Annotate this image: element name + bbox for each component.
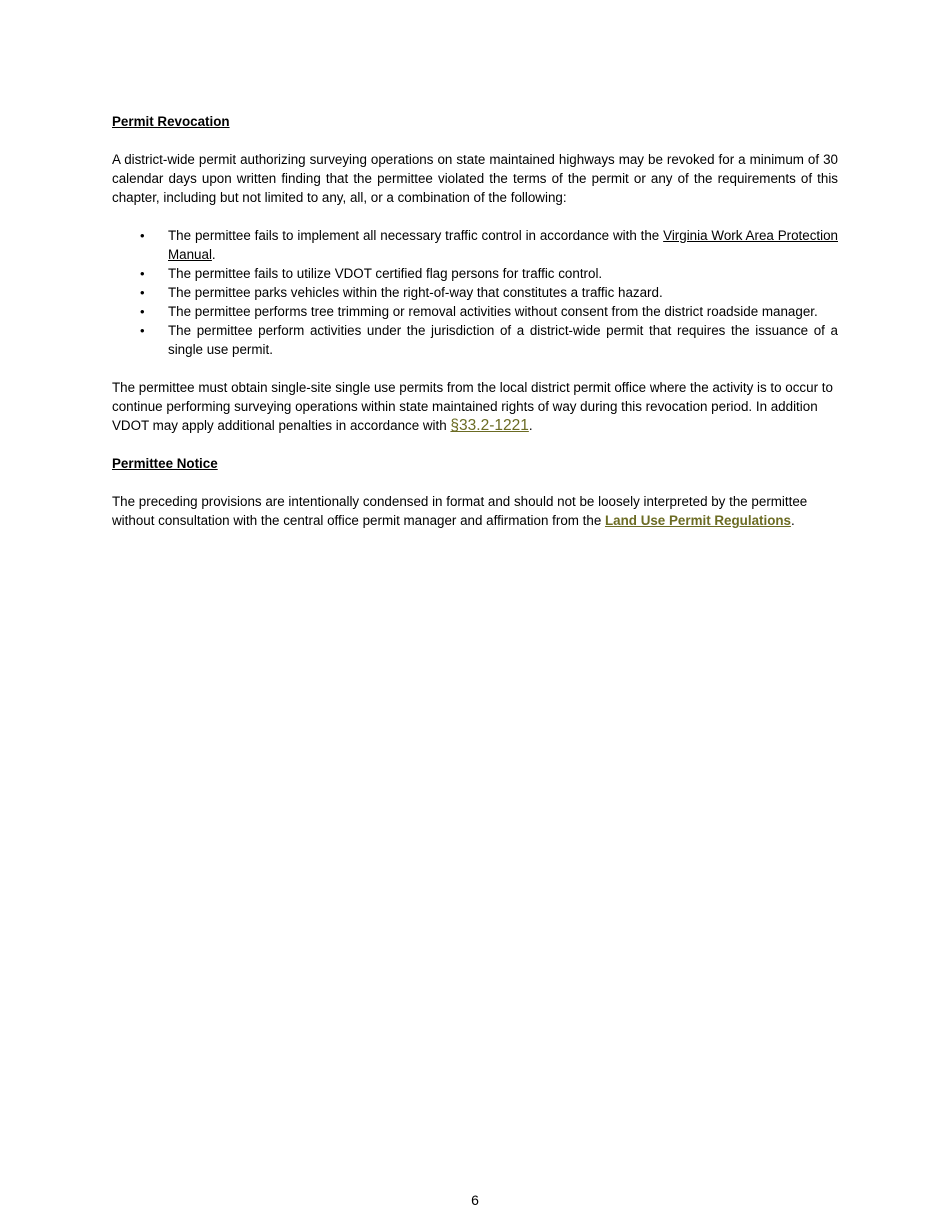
bullet-icon: • (140, 285, 145, 300)
bullet-icon: • (140, 228, 145, 243)
work-area-protection-manual-link[interactable]: Virginia Work Area Protection Manual (168, 228, 838, 262)
list-item (112, 321, 838, 359)
list-item-text: The permittee fails to utilize VDOT certified flag persons for traffic control. (168, 266, 603, 281)
list-item-end: . (211, 247, 216, 262)
page-content (112, 112, 838, 530)
list-item-text: The permittee fails to implement all necessary traffic control in accordance with the (168, 228, 664, 243)
bullet-icon: • (140, 266, 145, 281)
list-item (112, 283, 838, 302)
section-heading-permit-revocation: Permit Revocation (112, 114, 230, 129)
list-item-text: The permittee perform activities under the jurisdiction of a district-wide permit that requires the issuance of a single use permit. (168, 323, 838, 357)
list-item (112, 226, 838, 264)
notice-end: . (791, 513, 795, 528)
followup-text: The permittee must obtain single-site single use permits from the local district permit office where the activity is to occur to continue performing surveying operations within state maintained rights of way during this revocation period. In addition VDOT may apply additional penalties in accordance with (112, 380, 833, 433)
revocation-conditions-list (112, 226, 838, 359)
revocation-intro-paragraph: A district-wide permit authorizing surveying operations on state maintained highways may be revoked for a minimum of 30 calendar days upon written finding that the permittee violated the terms of the permit or any of the requirements of this chapter, including but not limited to any, all, or a combination of the following: (112, 152, 838, 205)
page-number: 6 (471, 1192, 479, 1208)
permittee-notice-paragraph (112, 492, 838, 530)
section-heading-permittee-notice: Permittee Notice (112, 456, 218, 471)
bullet-icon: • (140, 323, 145, 338)
revocation-followup-paragraph (112, 378, 838, 435)
code-section-link[interactable]: §33.2-1221 (450, 417, 529, 434)
list-item-text: The permittee performs tree trimming or removal activities without consent from the district roadside manager. (168, 304, 818, 319)
notice-text: The preceding provisions are intentionally condensed in format and should not be loosely interpreted by the permittee without consultation with the central office permit manager and affirmation from the (112, 494, 808, 528)
bullet-icon: • (140, 304, 145, 319)
list-item (112, 264, 838, 283)
list-item (112, 302, 838, 321)
followup-end: . (528, 418, 533, 433)
list-item-text: The permittee parks vehicles within the right-of-way that constitutes a traffic hazard. (168, 285, 663, 300)
land-use-permit-regulations-link[interactable]: Land Use Permit Regulations (604, 513, 792, 528)
